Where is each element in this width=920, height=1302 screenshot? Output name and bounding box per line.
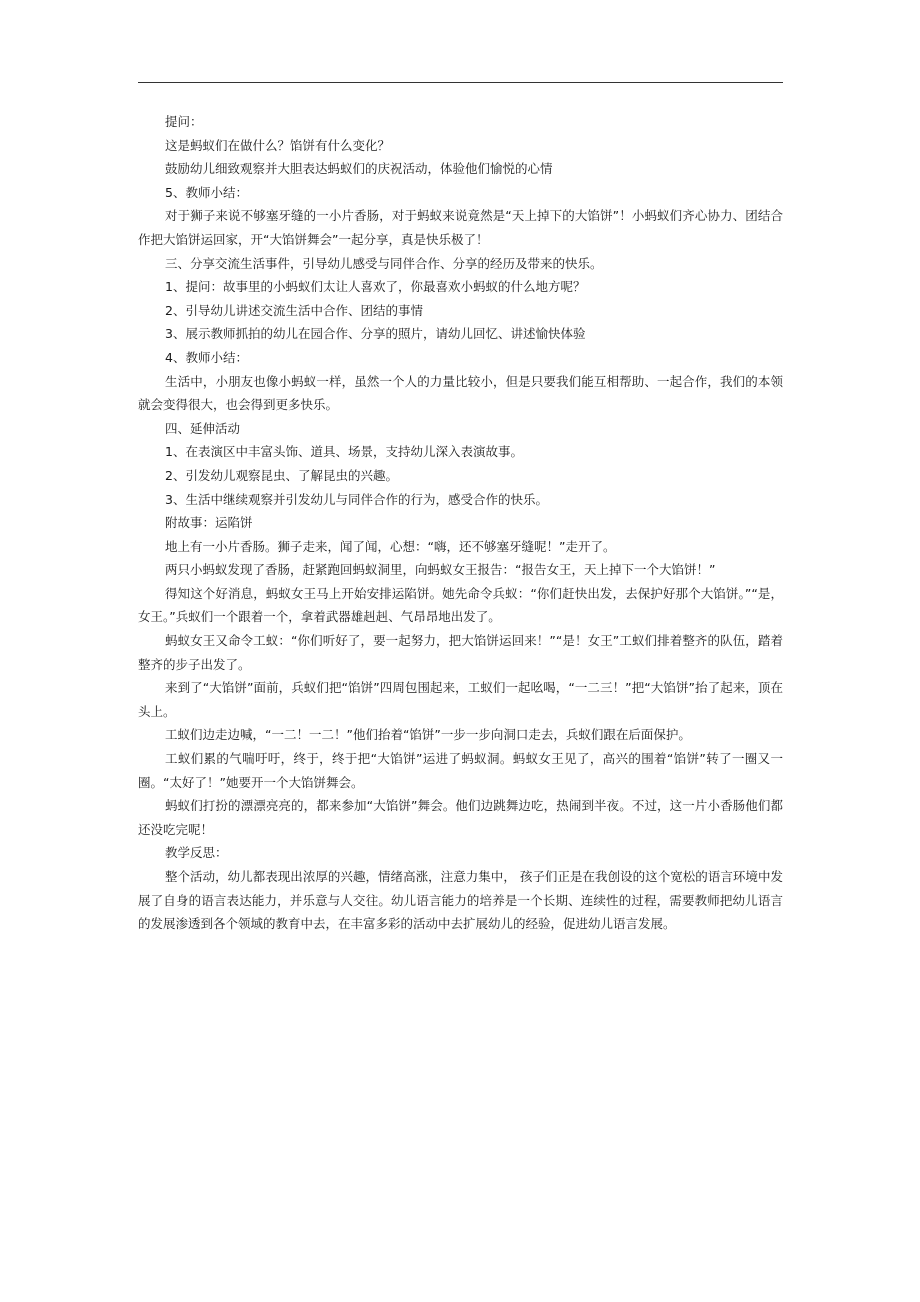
paragraph: 鼓励幼儿细致观察并大胆表达蚂蚁们的庆祝活动，体验他们愉悦的心情 bbox=[165, 161, 553, 177]
paragraph: 这是蚂蚁们在做什么？馅饼有什么变化？ bbox=[165, 137, 391, 153]
paragraph: 来到了“大馅饼”面前，兵蚁们把“馅饼”四周包围起来，工蚁们一起吆喝，“一二三！”把“大馅饼”抬了起来，顶在头上。 bbox=[138, 680, 783, 719]
paragraph: 4、教师小结： bbox=[165, 349, 248, 365]
paragraph: 蚂蚁们打扮的漂漂亮亮的，都来参加“大馅饼”舞会。他们边跳舞边吃，热闹到半夜。不过，这一片小香肠他们都还没吃完呢！ bbox=[138, 798, 783, 837]
paragraph: 生活中，小朋友也像小蚂蚁一样，虽然一个人的力量比较小，但是只要我们能互相帮助、一起合作，我们的本领就会变得很大，也会得到更多快乐。 bbox=[138, 373, 783, 413]
paragraph: 四、延伸活动 bbox=[165, 420, 241, 436]
paragraph: 整个活动，幼儿都表现出浓厚的兴趣，情绪高涨，注意力集中， 孩子们正是在我创设的这个宽松的语言环境中发展了自身的语言表达能力，并乐意与人交往。幼儿语言能力的培养是一个长期、连续性的过程，需要教师把幼儿语言的发展渗透到各个领域的教育中去，在丰富多彩的活动中去扩展幼儿的经验，促进幼儿语言发展。 bbox=[138, 869, 783, 932]
paragraph: 对于狮子来说不够塞牙缝的一小片香肠，对于蚂蚁来说竟然是“天上掉下的大馅饼”！小蚂蚁们齐心协力、团结合作把大馅饼运回家，开“大馅饼舞会”一起分享，真是快乐极了！ bbox=[138, 208, 783, 247]
paragraph: 2、引导幼儿讲述交流生活中合作、团结的事情 bbox=[165, 302, 423, 318]
paragraph: 1、在表演区中丰富头饰、道具、场景，支持幼儿深入表演故事。 bbox=[165, 444, 523, 460]
paragraph: 三、分享交流生活事件，引导幼儿感受与同伴合作、分享的经历及带来的快乐。 bbox=[165, 255, 603, 271]
paragraph: 2、引发幼儿观察昆虫、了解昆虫的兴趣。 bbox=[165, 467, 398, 483]
header-rule bbox=[138, 82, 783, 83]
paragraph: 蚂蚁女王又命令工蚁：“你们听好了，要一起努力，把大馅饼运回来！”“是！女王”工蚁们排着整齐的队伍，踏着整齐的步子出发了。 bbox=[138, 633, 783, 672]
paragraph: 工蚁们累的气喘吁吁，终于，终于把“大馅饼”运进了蚂蚁洞。蚂蚁女王见了，高兴的围着“馅饼”转了一圈又一圈。“太好了！”她要开一个大馅饼舞会。 bbox=[138, 751, 783, 790]
document-body bbox=[138, 110, 783, 936]
paragraph: 工蚁们边走边喊，“一二！一二！”他们抬着“馅饼”一步一步向洞口走去，兵蚁们跟在后面保护。 bbox=[165, 727, 691, 743]
paragraph: 附故事：运陷饼 bbox=[165, 515, 253, 531]
paragraph: 1、提问：故事里的小蚂蚁们太让人喜欢了，你最喜欢小蚂蚁的什么地方呢？ bbox=[165, 279, 586, 295]
paragraph: 提问： bbox=[165, 114, 203, 129]
paragraph: 教学反思： bbox=[165, 845, 228, 861]
paragraph: 5、教师小结： bbox=[165, 184, 248, 200]
paragraph: 3、展示教师抓拍的幼儿在园合作、分享的照片，请幼儿回忆、讲述愉快体验 bbox=[165, 326, 586, 342]
paragraph: 3、生活中继续观察并引发幼儿与同伴合作的行为，感受合作的快乐。 bbox=[165, 491, 548, 507]
paragraph: 地上有一小片香肠。狮子走来，闻了闻，心想：“嗨，还不够塞牙缝呢！”走开了。 bbox=[165, 538, 616, 554]
paragraph: 得知这个好消息，蚂蚁女王马上开始安排运陷饼。她先命令兵蚁：“你们赶快出发，去保护好那个大馅饼。”“是，女王。”兵蚁们一个跟着一个，拿着武器雄赳赳、气昂昂地出发了。 bbox=[138, 585, 783, 625]
paragraph: 两只小蚂蚁发现了香肠，赶紧跑回蚂蚁洞里，向蚂蚁女王报告：“报告女王，天上掉下一个大馅饼！” bbox=[165, 562, 716, 578]
